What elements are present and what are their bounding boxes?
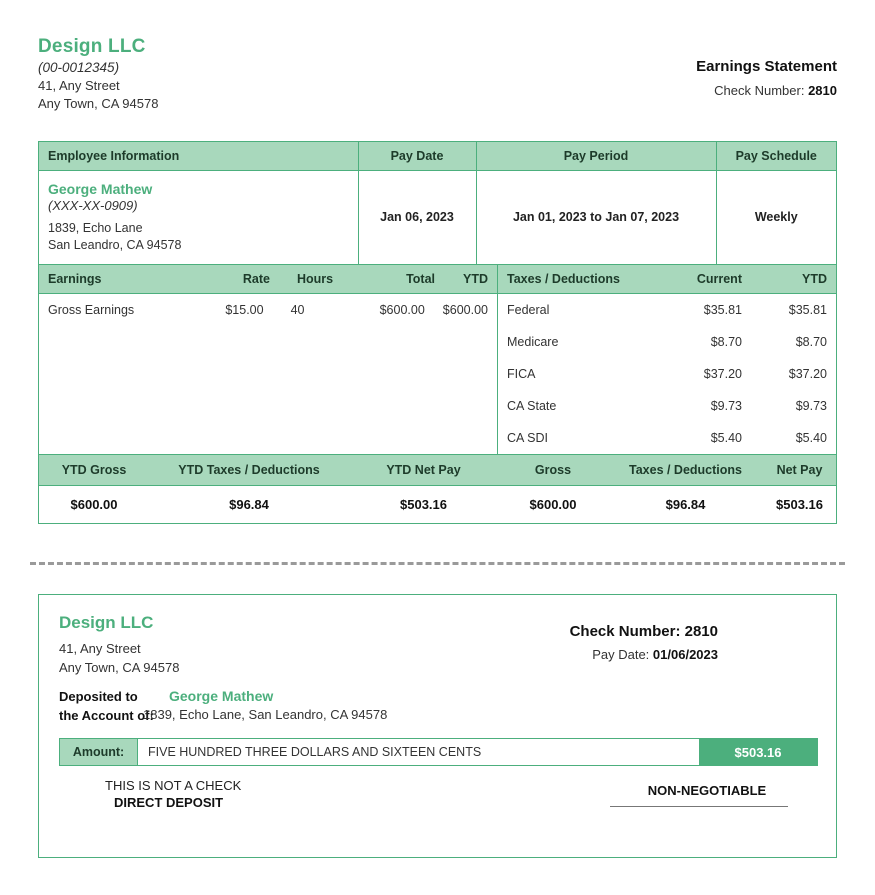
amount-in-words: FIVE HUNDRED THREE DOLLARS AND SIXTEEN CENTS bbox=[148, 745, 482, 759]
employee-info-header-row bbox=[39, 142, 836, 171]
check-number-value: 2810 bbox=[808, 83, 837, 98]
deposited-to-label bbox=[59, 688, 154, 726]
signature-line bbox=[610, 806, 788, 807]
ytd-gross-value: $600.00 bbox=[70, 496, 118, 512]
gross-value: $600.00 bbox=[529, 496, 577, 512]
payee-name: George Mathew bbox=[169, 688, 274, 704]
non-negotiable-label: NON-NEGOTIABLE bbox=[647, 783, 767, 798]
ytd-taxes-value: $96.84 bbox=[229, 496, 269, 512]
employee-info-table bbox=[39, 142, 836, 265]
deduction-current: $35.81 bbox=[703, 302, 742, 317]
deposited-to-line1: Deposited to bbox=[59, 689, 138, 704]
pay-schedule-value: Weekly bbox=[716, 171, 836, 265]
earnings-row bbox=[39, 294, 497, 326]
company-address-line1: 41, Any Street bbox=[38, 78, 120, 93]
check-number-heading: Check Number: 2810 bbox=[569, 623, 718, 640]
col-current: Current bbox=[696, 271, 742, 286]
earnings-section bbox=[39, 265, 498, 454]
deductions-header-row bbox=[498, 265, 836, 294]
employee-name: George Mathew bbox=[48, 181, 153, 197]
check-number-label: Check Number: bbox=[714, 83, 805, 98]
deduction-description: Federal bbox=[507, 302, 550, 317]
payee-address: 1839, Echo Lane, San Leandro, CA 94578 bbox=[143, 707, 388, 722]
deduction-current: $9.73 bbox=[710, 398, 742, 413]
table-row bbox=[498, 422, 836, 454]
earnings-hours: 40 bbox=[290, 302, 305, 317]
pay-period-value: Jan 01, 2023 to Jan 07, 2023 bbox=[476, 171, 716, 265]
deduction-ytd: $8.70 bbox=[795, 334, 827, 349]
check-address-line1: 41, Any Street bbox=[59, 641, 141, 656]
deduction-current: $37.20 bbox=[703, 366, 742, 381]
employee-address-line1: 1839, Echo Lane bbox=[48, 221, 143, 235]
employee-address-line2: San Leandro, CA 94578 bbox=[48, 237, 182, 252]
col-ytd-gross: YTD Gross bbox=[61, 462, 127, 477]
earnings-total: $600.00 bbox=[379, 302, 425, 317]
check-pay-date-label: Pay Date: bbox=[592, 647, 650, 662]
totals-values-row bbox=[39, 486, 836, 523]
taxes-value: $96.84 bbox=[665, 496, 706, 512]
col-taxes-deductions: Taxes / Deductions bbox=[507, 271, 620, 286]
col-gross: Gross bbox=[534, 462, 572, 477]
deduction-description: FICA bbox=[507, 366, 536, 381]
table-row bbox=[498, 390, 836, 422]
net-pay-value: $503.16 bbox=[776, 496, 823, 512]
col-pay-period: Pay Period bbox=[476, 142, 716, 171]
employee-cell bbox=[39, 171, 358, 265]
company-address-line2: Any Town, CA 94578 bbox=[38, 96, 159, 111]
check-company-address bbox=[59, 640, 179, 678]
earnings-header-row bbox=[39, 265, 497, 294]
earnings-statement-table bbox=[38, 141, 837, 524]
table-row bbox=[498, 294, 836, 326]
earnings-deductions-split bbox=[39, 265, 836, 455]
col-pay-schedule: Pay Schedule bbox=[716, 142, 836, 171]
col-rate: Rate bbox=[242, 271, 270, 286]
tear-line-divider bbox=[30, 562, 845, 565]
table-row bbox=[498, 326, 836, 358]
col-earnings-ytd: YTD bbox=[463, 271, 488, 286]
direct-deposit-label: DIRECT DEPOSIT bbox=[114, 795, 224, 810]
amount-bar bbox=[59, 738, 818, 766]
direct-deposit-check-stub bbox=[38, 594, 837, 858]
col-hours: Hours bbox=[297, 271, 334, 286]
employee-info-row bbox=[39, 171, 836, 265]
ytd-net-pay-value: $503.16 bbox=[400, 496, 447, 512]
company-name: Design LLC bbox=[38, 36, 146, 57]
check-company-name: Design LLC bbox=[59, 613, 154, 632]
col-pay-date: Pay Date bbox=[358, 142, 476, 171]
check-address-line2: Any Town, CA 94578 bbox=[59, 659, 180, 675]
amount-label: Amount: bbox=[60, 739, 138, 765]
deduction-description: Medicare bbox=[507, 334, 559, 349]
check-pay-date-value: 01/06/2023 bbox=[652, 647, 718, 662]
document-header bbox=[38, 36, 837, 120]
deductions-section bbox=[498, 265, 836, 454]
deposited-to-line2: the Account of: bbox=[59, 707, 154, 723]
pay-date-value: Jan 06, 2023 bbox=[358, 171, 476, 265]
totals-header-row bbox=[39, 455, 836, 486]
deduction-current: $8.70 bbox=[710, 334, 742, 349]
table-row bbox=[498, 358, 836, 390]
col-total: Total bbox=[406, 271, 435, 286]
deduction-ytd: $35.81 bbox=[788, 302, 827, 317]
col-employee-information: Employee Information bbox=[39, 142, 358, 171]
deduction-ytd: $5.40 bbox=[795, 430, 827, 445]
header-right-block bbox=[696, 58, 837, 98]
amount-value: $503.16 bbox=[699, 739, 817, 765]
not-a-check-notice: THIS IS NOT A CHECK bbox=[105, 778, 242, 793]
col-ytd-taxes: YTD Taxes / Deductions bbox=[178, 462, 320, 477]
col-taxes: Taxes / Deductions bbox=[629, 462, 742, 477]
earnings-description: Gross Earnings bbox=[48, 302, 135, 317]
check-pay-date bbox=[592, 647, 718, 662]
employee-ssn: (XXX-XX-0909) bbox=[48, 198, 138, 213]
earnings-rate: $15.00 bbox=[225, 302, 264, 317]
header-check-number bbox=[696, 83, 837, 98]
col-earnings: Earnings bbox=[48, 271, 102, 286]
col-deductions-ytd: YTD bbox=[802, 271, 827, 286]
deduction-description: CA SDI bbox=[507, 430, 548, 445]
earnings-ytd: $600.00 bbox=[442, 302, 488, 317]
deduction-ytd: $9.73 bbox=[795, 398, 827, 413]
company-id: (00-0012345) bbox=[38, 60, 120, 75]
col-ytd-net-pay: YTD Net Pay bbox=[386, 462, 461, 477]
col-net-pay: Net Pay bbox=[776, 462, 823, 477]
deduction-ytd: $37.20 bbox=[788, 366, 827, 381]
deduction-current: $5.40 bbox=[710, 430, 742, 445]
statement-title: Earnings Statement bbox=[696, 58, 837, 75]
deduction-description: CA State bbox=[507, 398, 557, 413]
